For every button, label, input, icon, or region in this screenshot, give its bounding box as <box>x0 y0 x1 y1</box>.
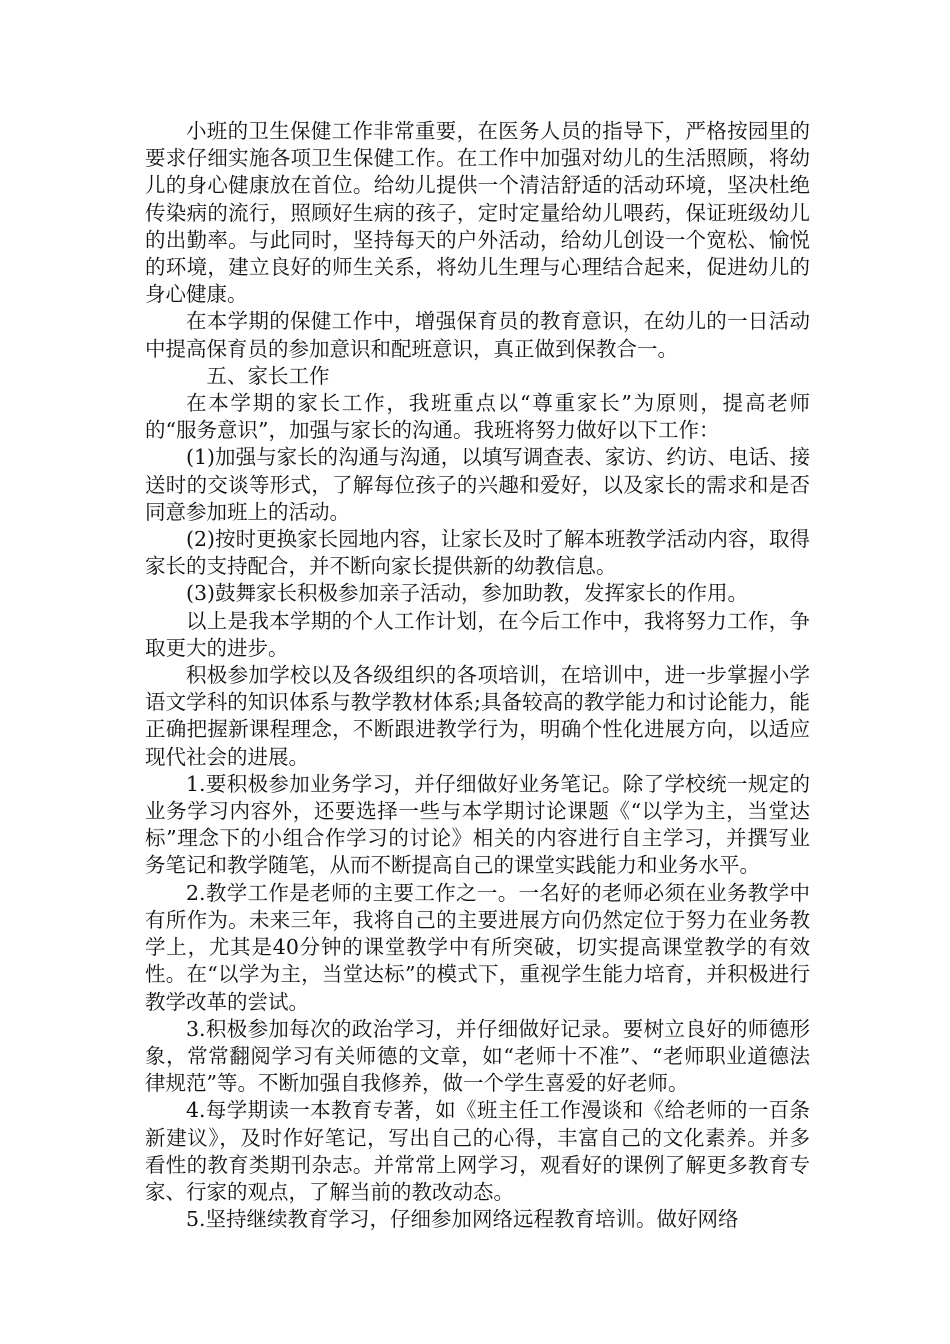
paragraph-point-2: 2.教学工作是老师的主要工作之一。一名好的老师必须在业务教学中有所作为。未来三年，我将自己的主要进展方向仍然定位于努力在业务教学上，尤其是40分钟的课堂教学中有所突破，切实提高课堂教学的有效性。在“以学为主，当堂达标”的模式下，重视学生能力培育，并积极进行教学改革的尝试。 <box>145 880 810 1014</box>
paragraph-health-care: 小班的卫生保健工作非常重要，在医务人员的指导下，严格按园里的要求仔细实施各项卫生保健工作。在工作中加强对幼儿的生活照顾，将幼儿的身心健康放在首位。给幼儿提供一个清洁舒适的活动环境，坚决杜绝传染病的流行，照顾好生病的孩子，定时定量给幼儿喂药，保证班级幼儿的出勤率。与此同时，坚持每天的户外活动，给幼儿创设一个宽松、愉悦的环境，建立良好的师生关系，将幼儿生理与心理结合起来，促进幼儿的身心健康。 <box>145 119 810 307</box>
document-body <box>145 118 810 1233</box>
paragraph-point-3: 3.积极参加每次的政治学习，并仔细做好记录。要树立良好的师德形象，常常翻阅学习有关师德的文章，如“老师十不准”、“老师职业道德法律规范”等。不断加强自我修养，做一个学生喜爱的好老师。 <box>145 1016 810 1096</box>
paragraph-point-4: 4.每学期读一本教育专著，如《班主任工作漫谈和《给老师的一百条新建议》，及时作好笔记，写出自己的心得，丰富自己的文化素养。并多看性的教育类期刊杂志。并常常上网学习，观看好的课例了解更多教育专家、行家的观点，了解当前的教改动态。 <box>145 1098 810 1204</box>
paragraph-item-1: (1)加强与家长的沟通与沟通，以填写调查表、家访、约访、电话、接送时的交谈等形式，了解每位孩子的兴趣和爱好，以及家长的需求和是否同意参加班上的活动。 <box>145 445 810 524</box>
paragraph-item-2: (2)按时更换家长园地内容，让家长及时了解本班教学活动内容，取得家长的支持配合，并不断向家长提供新的幼教信息。 <box>145 527 810 579</box>
paragraph-parent-work: 在本学期的家长工作，我班重点以“尊重家长”为原则，提高老师的“服务意识”，加强与家长的沟通。我班将努力做好以下工作： <box>145 391 810 443</box>
paragraph-summary: 以上是我本学期的个人工作计划，在今后工作中，我将努力工作，争取更大的进步。 <box>145 608 810 660</box>
paragraph-training: 积极参加学校以及各级组织的各项培训，在培训中，进一步掌握小学语文学科的知识体系与教学教材体系;具备较高的教学能力和讨论能力，能正确把握新课程理念，不断跟进教学行为，明确个性化进展方向，以适应现代社会的进展。 <box>145 663 810 769</box>
paragraph-point-1: 1.要积极参加业务学习，并仔细做好业务笔记。除了学校统一规定的业务学习内容外，还要选择一些与本学期讨论课题《“以学为主，当堂达标”理念下的小组合作学习的讨论》相关的内容进行自主学习，并撰写业务笔记和教学随笔，从而不断提高自己的课堂实践能力和业务水平。 <box>145 771 810 878</box>
paragraph-point-5: 5.坚持继续教育学习，仔细参加网络远程教育培训。做好网络 <box>186 1207 739 1232</box>
paragraph-item-3: (3)鼓舞家长积极参加亲子活动，参加助教，发挥家长的作用。 <box>186 581 749 606</box>
section-heading-parents: 五、家长工作 <box>206 363 330 388</box>
paragraph-health-work: 在本学期的保健工作中，增强保育员的教育意识，在幼儿的一日活动中提高保育员的参加意识和配班意识，真正做到保教合一。 <box>145 309 810 361</box>
